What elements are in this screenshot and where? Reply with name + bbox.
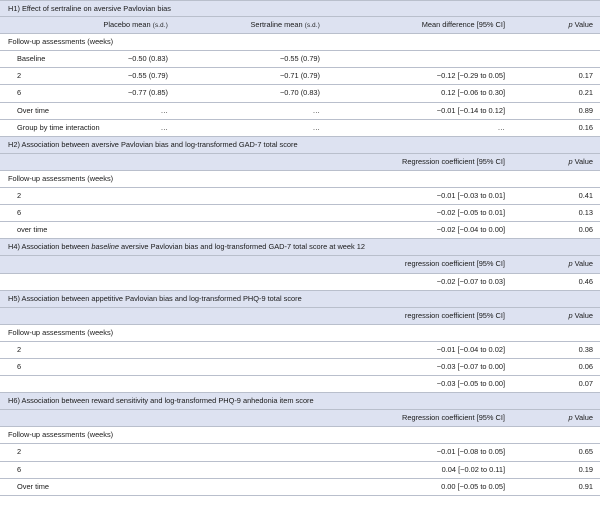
table-row	[0, 444, 600, 461]
table-row	[0, 188, 600, 205]
table-row	[0, 205, 600, 222]
p-value-cell: 0.21	[578, 88, 593, 98]
section-title	[8, 291, 302, 307]
p-value-cell: 0.16	[578, 122, 593, 132]
sertraline-mean-cell: −0.70 (0.83)	[279, 88, 320, 98]
section-title-text: H1) Effect of sertraline on aversive Pavlovian bias	[8, 4, 171, 13]
group-label: Follow-up assessments (weeks)	[8, 37, 114, 47]
p-value-cell: 0.06	[578, 361, 593, 371]
estimate-cell: −0.02 [−0.04 to 0.00]	[436, 225, 505, 235]
section-title-text: H2) Association between aversive Pavlovian bias and log-transformed GAD-7 total score	[8, 139, 298, 149]
group-label: Follow-up assessments (weeks)	[8, 173, 114, 183]
column-header-row	[0, 256, 600, 273]
row-label: over time	[17, 225, 48, 235]
column-header-row	[0, 308, 600, 325]
section-heading-row	[0, 239, 600, 256]
sertraline-mean-cell: …	[312, 105, 320, 115]
estimate-header: Regression coefficient [95% CI]	[402, 156, 505, 166]
p-value-cell: 0.46	[578, 276, 593, 286]
section-title	[8, 239, 365, 255]
p-value-cell: 0.89	[578, 105, 593, 115]
estimate-cell: −0.01 [−0.04 to 0.02]	[436, 344, 505, 354]
section-title-text: H4) Association between	[8, 242, 92, 252]
row-label: 2	[17, 344, 22, 354]
estimate-cell: …	[497, 122, 505, 132]
p-value-word: Value	[572, 310, 593, 320]
p-value-cell: 0.19	[578, 464, 593, 474]
p-value-cell: 0.91	[578, 481, 593, 491]
estimate-cell: −0.03 [−0.07 to 0.00]	[436, 361, 505, 371]
p-value-cell: 0.65	[578, 447, 593, 457]
p-value-header	[568, 308, 593, 324]
section-title	[8, 137, 298, 153]
estimate-cell: −0.03 [−0.05 to 0.00]	[436, 379, 505, 389]
placebo-mean-cell: …	[160, 105, 168, 115]
estimate-cell: −0.01 [−0.14 to 0.12]	[436, 105, 505, 115]
table-row	[0, 479, 600, 496]
group-label-row	[0, 34, 600, 51]
estimate-cell: −0.02 [−0.07 to 0.03]	[436, 276, 505, 286]
p-letter: p	[568, 413, 573, 423]
header-text: Sertraline mean	[250, 20, 303, 30]
table-row	[0, 462, 600, 479]
row-label: 2	[17, 191, 22, 201]
p-value-cell: 0.07	[578, 379, 593, 389]
estimate-header: regression coefficient [95% CI]	[404, 259, 505, 269]
estimate-header: regression coefficient [95% CI]	[404, 310, 505, 320]
sertraline-mean-cell: …	[312, 122, 320, 132]
table-row	[0, 222, 600, 239]
column-header-row	[0, 410, 600, 427]
sertraline-mean-cell: −0.55 (0.79)	[279, 54, 320, 64]
estimate-cell: −0.01 [−0.08 to 0.05]	[436, 447, 505, 457]
estimate-cell: −0.02 [−0.05 to 0.01]	[436, 208, 505, 218]
section-title-italic: baseline	[91, 242, 119, 252]
p-value-word: Value	[572, 259, 593, 269]
p-value-cell: 0.41	[578, 191, 593, 201]
placebo-mean-cell: −0.55 (0.79)	[127, 71, 168, 81]
estimate-cell: 0.12 [−0.06 to 0.30]	[441, 88, 505, 98]
p-value-cell: 0.13	[578, 208, 593, 218]
p-letter: p	[568, 310, 573, 320]
estimate-header: Mean difference [95% CI]	[421, 20, 505, 30]
p-letter: p	[568, 20, 573, 30]
sertraline-mean-header	[250, 17, 320, 33]
table-row	[0, 342, 600, 359]
table-row	[0, 359, 600, 376]
section-heading-row	[0, 291, 600, 308]
row-label: 2	[17, 447, 22, 457]
row-label: 6	[17, 464, 22, 474]
table-row	[0, 274, 600, 291]
placebo-mean-header	[103, 17, 168, 33]
column-header-row	[0, 17, 600, 34]
section-title	[8, 393, 314, 409]
row-label: Over time	[17, 481, 50, 491]
row-label: 6	[17, 88, 22, 98]
row-label: 2	[17, 71, 22, 81]
p-value-word: Value	[572, 156, 593, 166]
placebo-mean-cell: −0.50 (0.83)	[127, 54, 168, 64]
row-label: Baseline	[17, 54, 46, 64]
p-value-cell: 0.06	[578, 225, 593, 235]
table-row	[0, 85, 600, 102]
row-label: 6	[17, 208, 22, 218]
section-heading-row	[0, 393, 600, 410]
p-value-cell: 0.17	[578, 71, 593, 81]
p-value-header	[568, 17, 593, 33]
group-label-row	[0, 325, 600, 342]
estimate-cell: −0.12 [−0.29 to 0.05]	[436, 71, 505, 81]
p-value-header	[568, 410, 593, 426]
estimate-cell: 0.00 [−0.05 to 0.05]	[441, 481, 505, 491]
estimate-cell: −0.01 [−0.03 to 0.01]	[436, 191, 505, 201]
placebo-mean-cell: −0.77 (0.85)	[127, 88, 168, 98]
table-row	[0, 51, 600, 68]
p-value-header	[568, 256, 593, 272]
header-sd: (s.d.)	[304, 22, 320, 30]
table-row	[0, 68, 600, 85]
section-title-text: H6) Association between reward sensitivity and log-transformed PHQ-9 anhedonia item score	[8, 396, 314, 406]
p-letter: p	[568, 259, 573, 269]
placebo-mean-cell: …	[160, 122, 168, 132]
p-value-cell: 0.38	[578, 344, 593, 354]
section-title	[8, 1, 171, 17]
row-label: Over time	[17, 105, 50, 115]
section-title-text: aversive Pavlovian bias and log-transformed GAD-7 total score at week 12	[118, 242, 366, 252]
table-row	[0, 120, 600, 137]
p-value-word: Value	[572, 413, 593, 423]
p-value-header	[568, 154, 593, 170]
p-value-word: Value	[572, 20, 593, 30]
table-row	[0, 376, 600, 393]
estimate-header: Regression coefficient [95% CI]	[402, 413, 505, 423]
estimate-cell: 0.04 [−0.02 to 0.11]	[441, 464, 505, 474]
table-row	[0, 103, 600, 120]
row-label: 6	[17, 361, 22, 371]
section-heading-row	[0, 0, 600, 17]
column-header-row	[0, 154, 600, 171]
section-heading-row	[0, 137, 600, 154]
sertraline-mean-cell: −0.71 (0.79)	[279, 71, 320, 81]
row-label: Group by time interaction	[17, 122, 100, 132]
group-label-row	[0, 427, 600, 444]
p-letter: p	[568, 156, 573, 166]
header-text: Placebo mean	[103, 20, 151, 30]
header-sd: (s.d.)	[152, 22, 168, 30]
group-label-row	[0, 171, 600, 188]
group-label: Follow-up assessments (weeks)	[8, 327, 114, 337]
section-title-text: H5) Association between appetitive Pavlovian bias and log-transformed PHQ-9 total score	[8, 293, 302, 303]
group-label: Follow-up assessments (weeks)	[8, 430, 114, 440]
